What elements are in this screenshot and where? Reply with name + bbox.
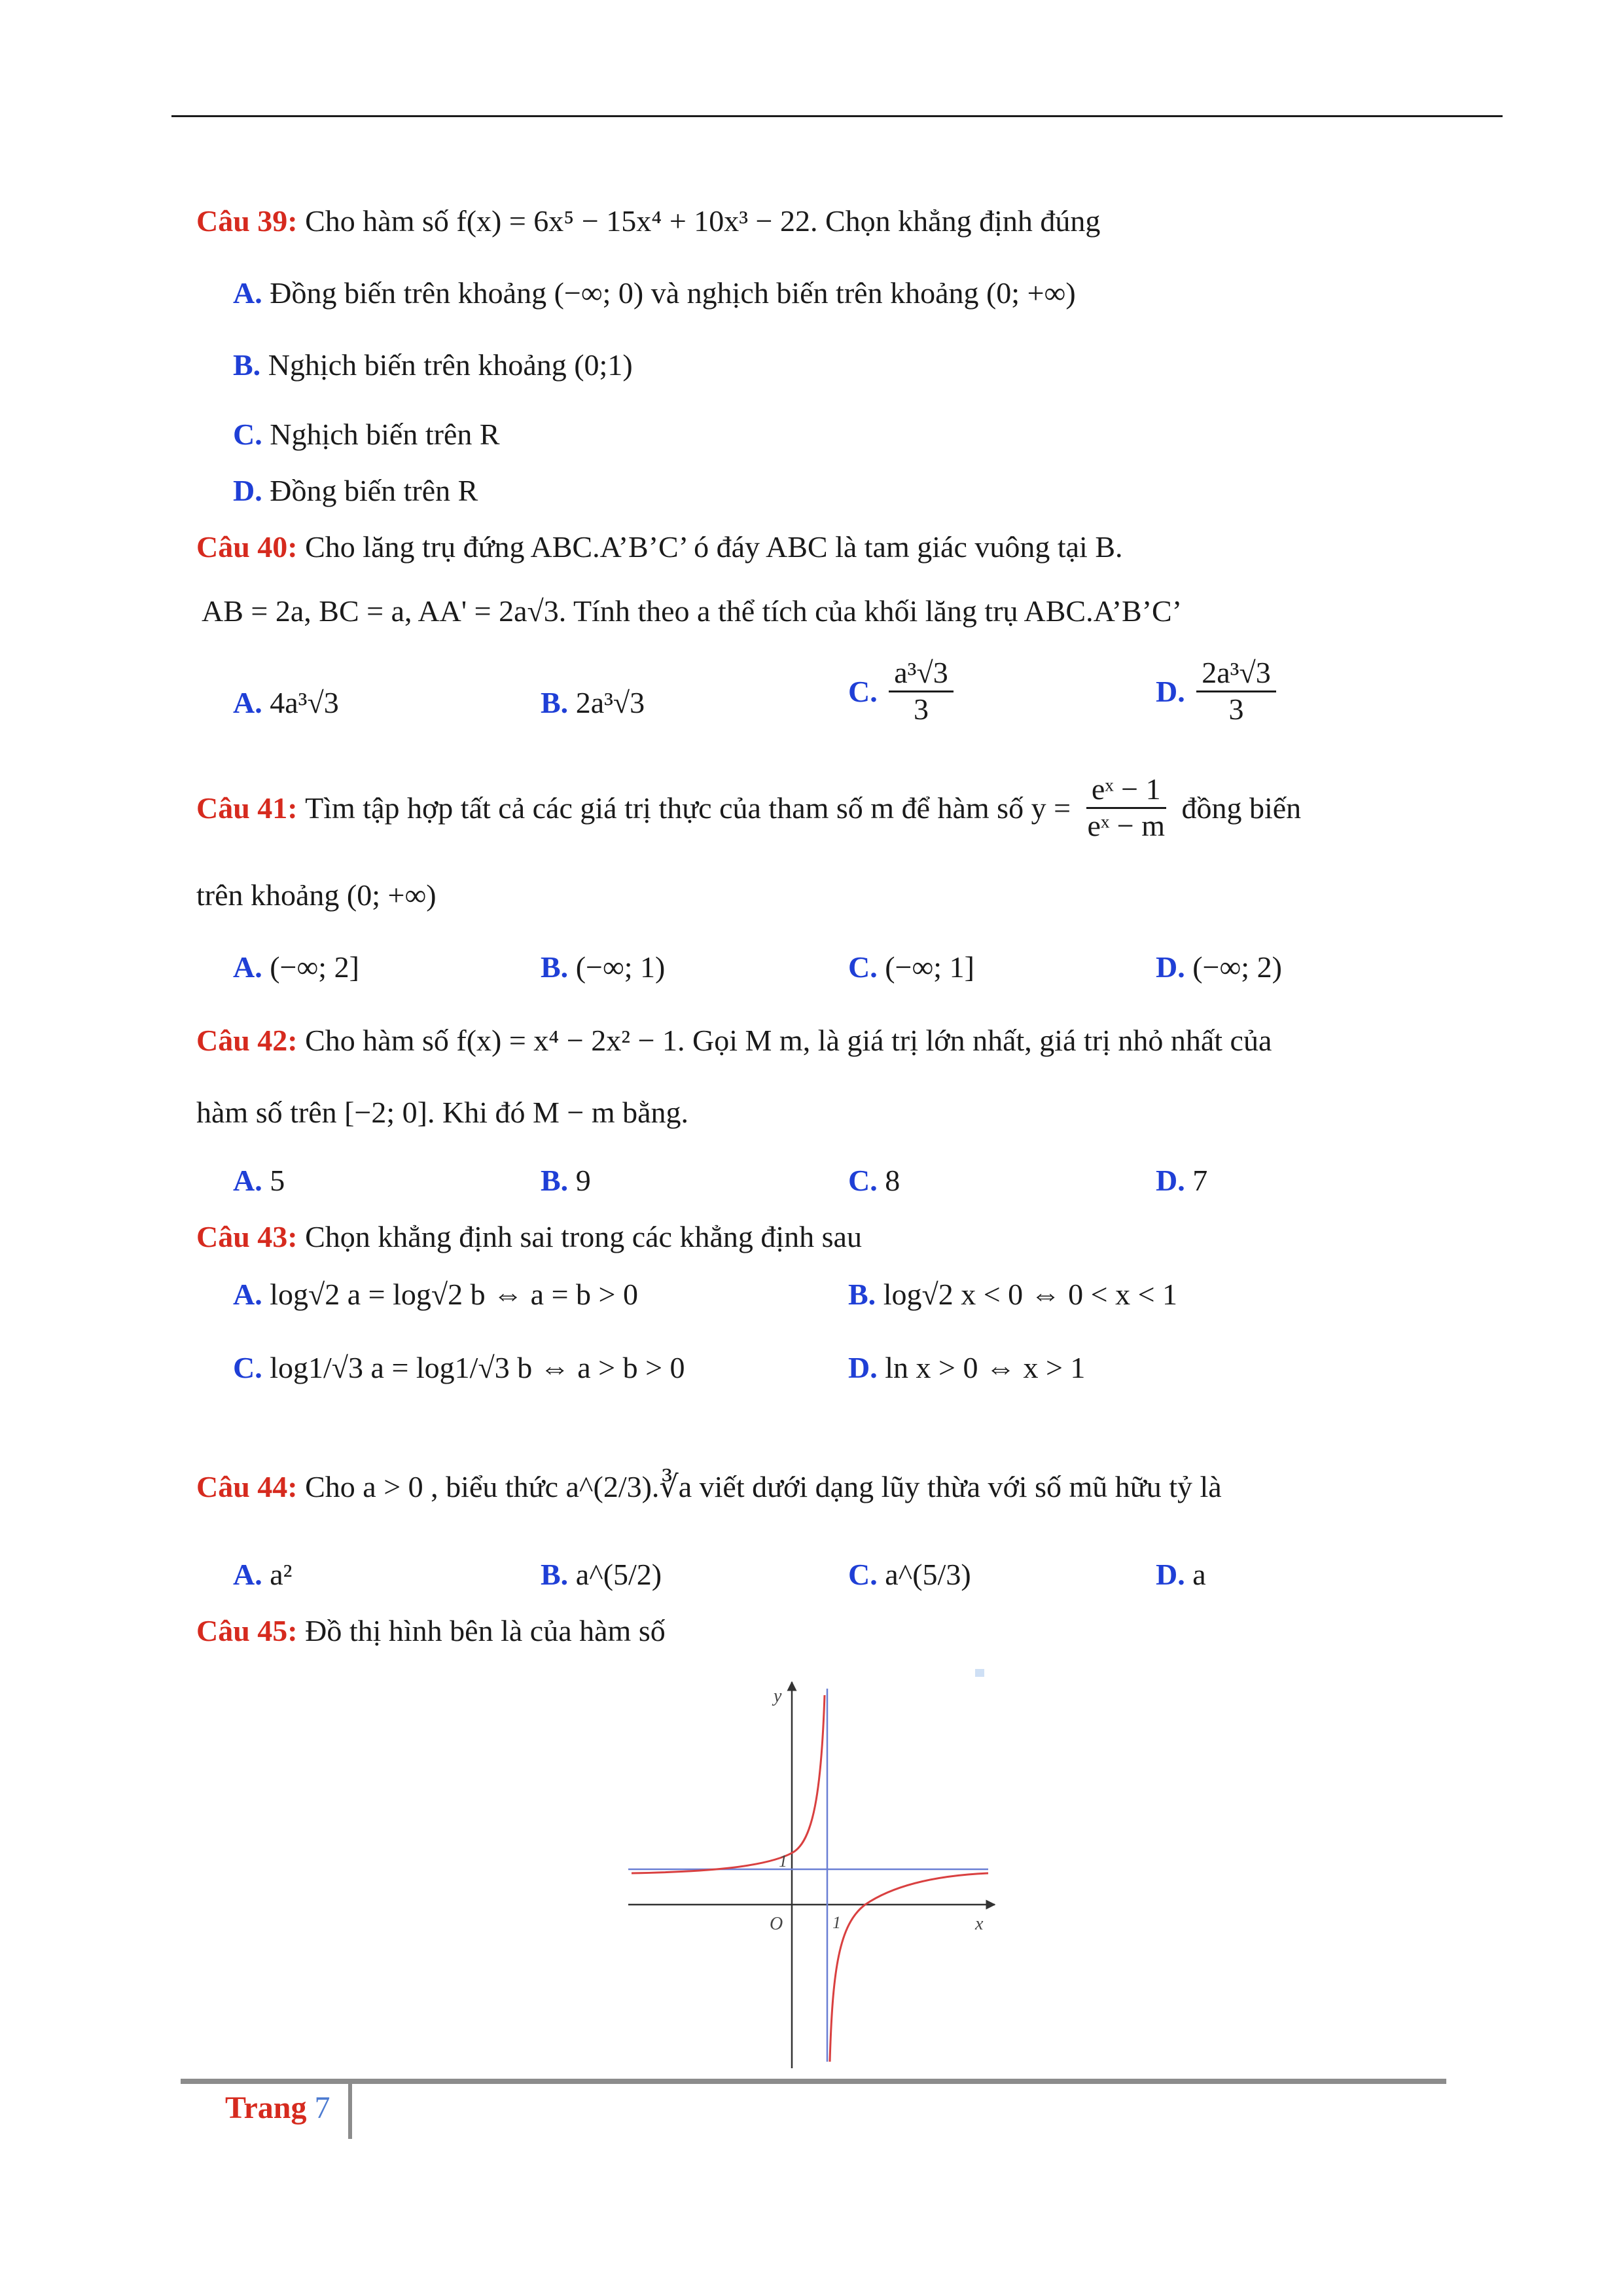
q40-text: Cho lăng trụ đứng ABC.A’B’C’ ó đáy ABC là tam giác vuông tại B. [305,530,1123,564]
q41-option-a[interactable]: A. (−∞; 2] [233,950,359,984]
q39-text: Cho hàm số f(x) = 6x⁵ − 15x⁴ + 10x³ − 22. Chọn khẳng định đúng [305,204,1101,238]
q41-label: Câu 41: [196,791,298,825]
q42-option-c[interactable]: C. 8 [848,1164,901,1197]
q42-label: Câu 42: [196,1024,298,1057]
q41-option-b[interactable]: B. (−∞; 1) [541,950,666,984]
y-tick-1: 1 [779,1852,787,1871]
page-number: 7 [314,2090,330,2125]
q40-label: Câu 40: [196,530,298,564]
y-axis-label: y [774,1686,782,1706]
q39-label: Câu 39: [196,204,298,238]
footer-rule [181,2079,1446,2084]
q42-text2: hàm số trên [−2; 0]. Khi đó M − m bằng. [196,1096,689,1129]
q40-d-fraction: $\frac{\text{2a³√3}}{3}$ [1196,656,1275,727]
origin-label: O [770,1914,783,1934]
q44-text: Cho a > 0 , biểu thức a^(2/3).∛a viết dưới dạng lũy thừa với số mũ hữu tỷ là [305,1470,1222,1503]
q41-fraction: $\frac{\text{eˣ − 1}}{\text{eˣ − m}}$ [1087,772,1165,842]
q44-label: Câu 44: [196,1470,298,1503]
q43-label: Câu 43: [196,1220,298,1253]
q44-option-b[interactable]: B. a^(5/2) [541,1558,662,1591]
q40-stem [196,529,1123,565]
q40-c-fraction: $\frac{\text{a³√3}}{3}$ [889,656,953,727]
q41-text: Tìm tập hợp tất cả các giá trị thực của tham số m để hàm số y = [305,791,1071,825]
q39-option-a[interactable]: A. Đồng biến trên khoảng (−∞; 0) và nghịch biến trên khoảng (0; +∞) [233,276,1076,310]
x-tick-1: 1 [832,1913,841,1932]
q40-option-c[interactable]: C. $\frac{\text{a³√3}}{3}$ [848,656,957,727]
q44-option-c[interactable]: C. a^(5/3) [848,1558,971,1591]
q40-text2: AB = 2a, BC = a, AA' = 2a√3. Tính theo a thể tích của khối lăng trụ ABC.A’B’C’ [202,594,1183,628]
q39-option-b[interactable]: B. Nghịch biến trên khoảng (0;1) [233,348,633,382]
q41-text-after: đồng biến [1181,791,1302,825]
q43-option-c[interactable]: C. log1/√3 a = log1/√3 b ⇔ a > b > 0 [233,1351,685,1384]
header-rule [171,115,1503,117]
q44-option-a[interactable]: A. a² [233,1558,293,1591]
q43-option-b[interactable]: B. log√2 x < 0 ⇔ 0 < x < 1 [848,1278,1178,1311]
q39-option-d[interactable]: D. Đồng biến trên R [233,474,478,507]
q42-option-d[interactable]: D. 7 [1156,1164,1208,1197]
q40-option-a[interactable]: A. 4a³√3 [233,686,339,719]
q39-stem [196,203,1100,239]
q42-text: Cho hàm số f(x) = x⁴ − 2x² − 1. Gọi M m, là giá trị lớn nhất, giá trị nhỏ nhất của [305,1024,1272,1057]
q43-text: Chọn khẳng định sai trong các khẳng định sau [305,1220,862,1253]
q39-option-c[interactable]: C. Nghịch biến trên R [233,418,500,451]
q41-text2: trên khoảng (0; +∞) [196,878,437,912]
q40-option-d[interactable]: D. $\frac{\text{2a³√3}}{3}$ [1156,656,1280,727]
q42-option-b[interactable]: B. 9 [541,1164,591,1197]
q41-option-c[interactable]: C. (−∞; 1] [848,950,974,984]
q43-option-a[interactable]: A. log√2 a = log√2 b ⇔ a = b > 0 [233,1278,638,1311]
q41-stem [196,772,1301,844]
page-footer [225,2089,330,2127]
q45-text: Đồ thị hình bên là của hàm số [305,1614,666,1647]
q40-option-b[interactable]: B. 2a³√3 [541,686,645,719]
q45-label: Câu 45: [196,1614,298,1647]
q43-stem [196,1219,862,1255]
q45-stem [196,1613,666,1649]
q41-option-d[interactable]: D. (−∞; 2) [1156,950,1282,984]
q44-option-d[interactable]: D. a [1156,1558,1206,1591]
curve-left-branch [632,1695,825,1873]
q42-option-a[interactable]: A. 5 [233,1164,285,1197]
scan-mark [975,1669,984,1677]
curve-right-branch [830,1873,988,2062]
q42-stem [196,1022,1272,1058]
hyperbola-graph [622,1669,1008,2075]
x-axis-label: x [975,1914,984,1934]
q44-stem [196,1469,1222,1505]
q43-option-d[interactable]: D. ln x > 0 ⇔ x > 1 [848,1351,1086,1384]
footer-label: Trang [225,2090,307,2125]
footer-divider [348,2084,352,2139]
